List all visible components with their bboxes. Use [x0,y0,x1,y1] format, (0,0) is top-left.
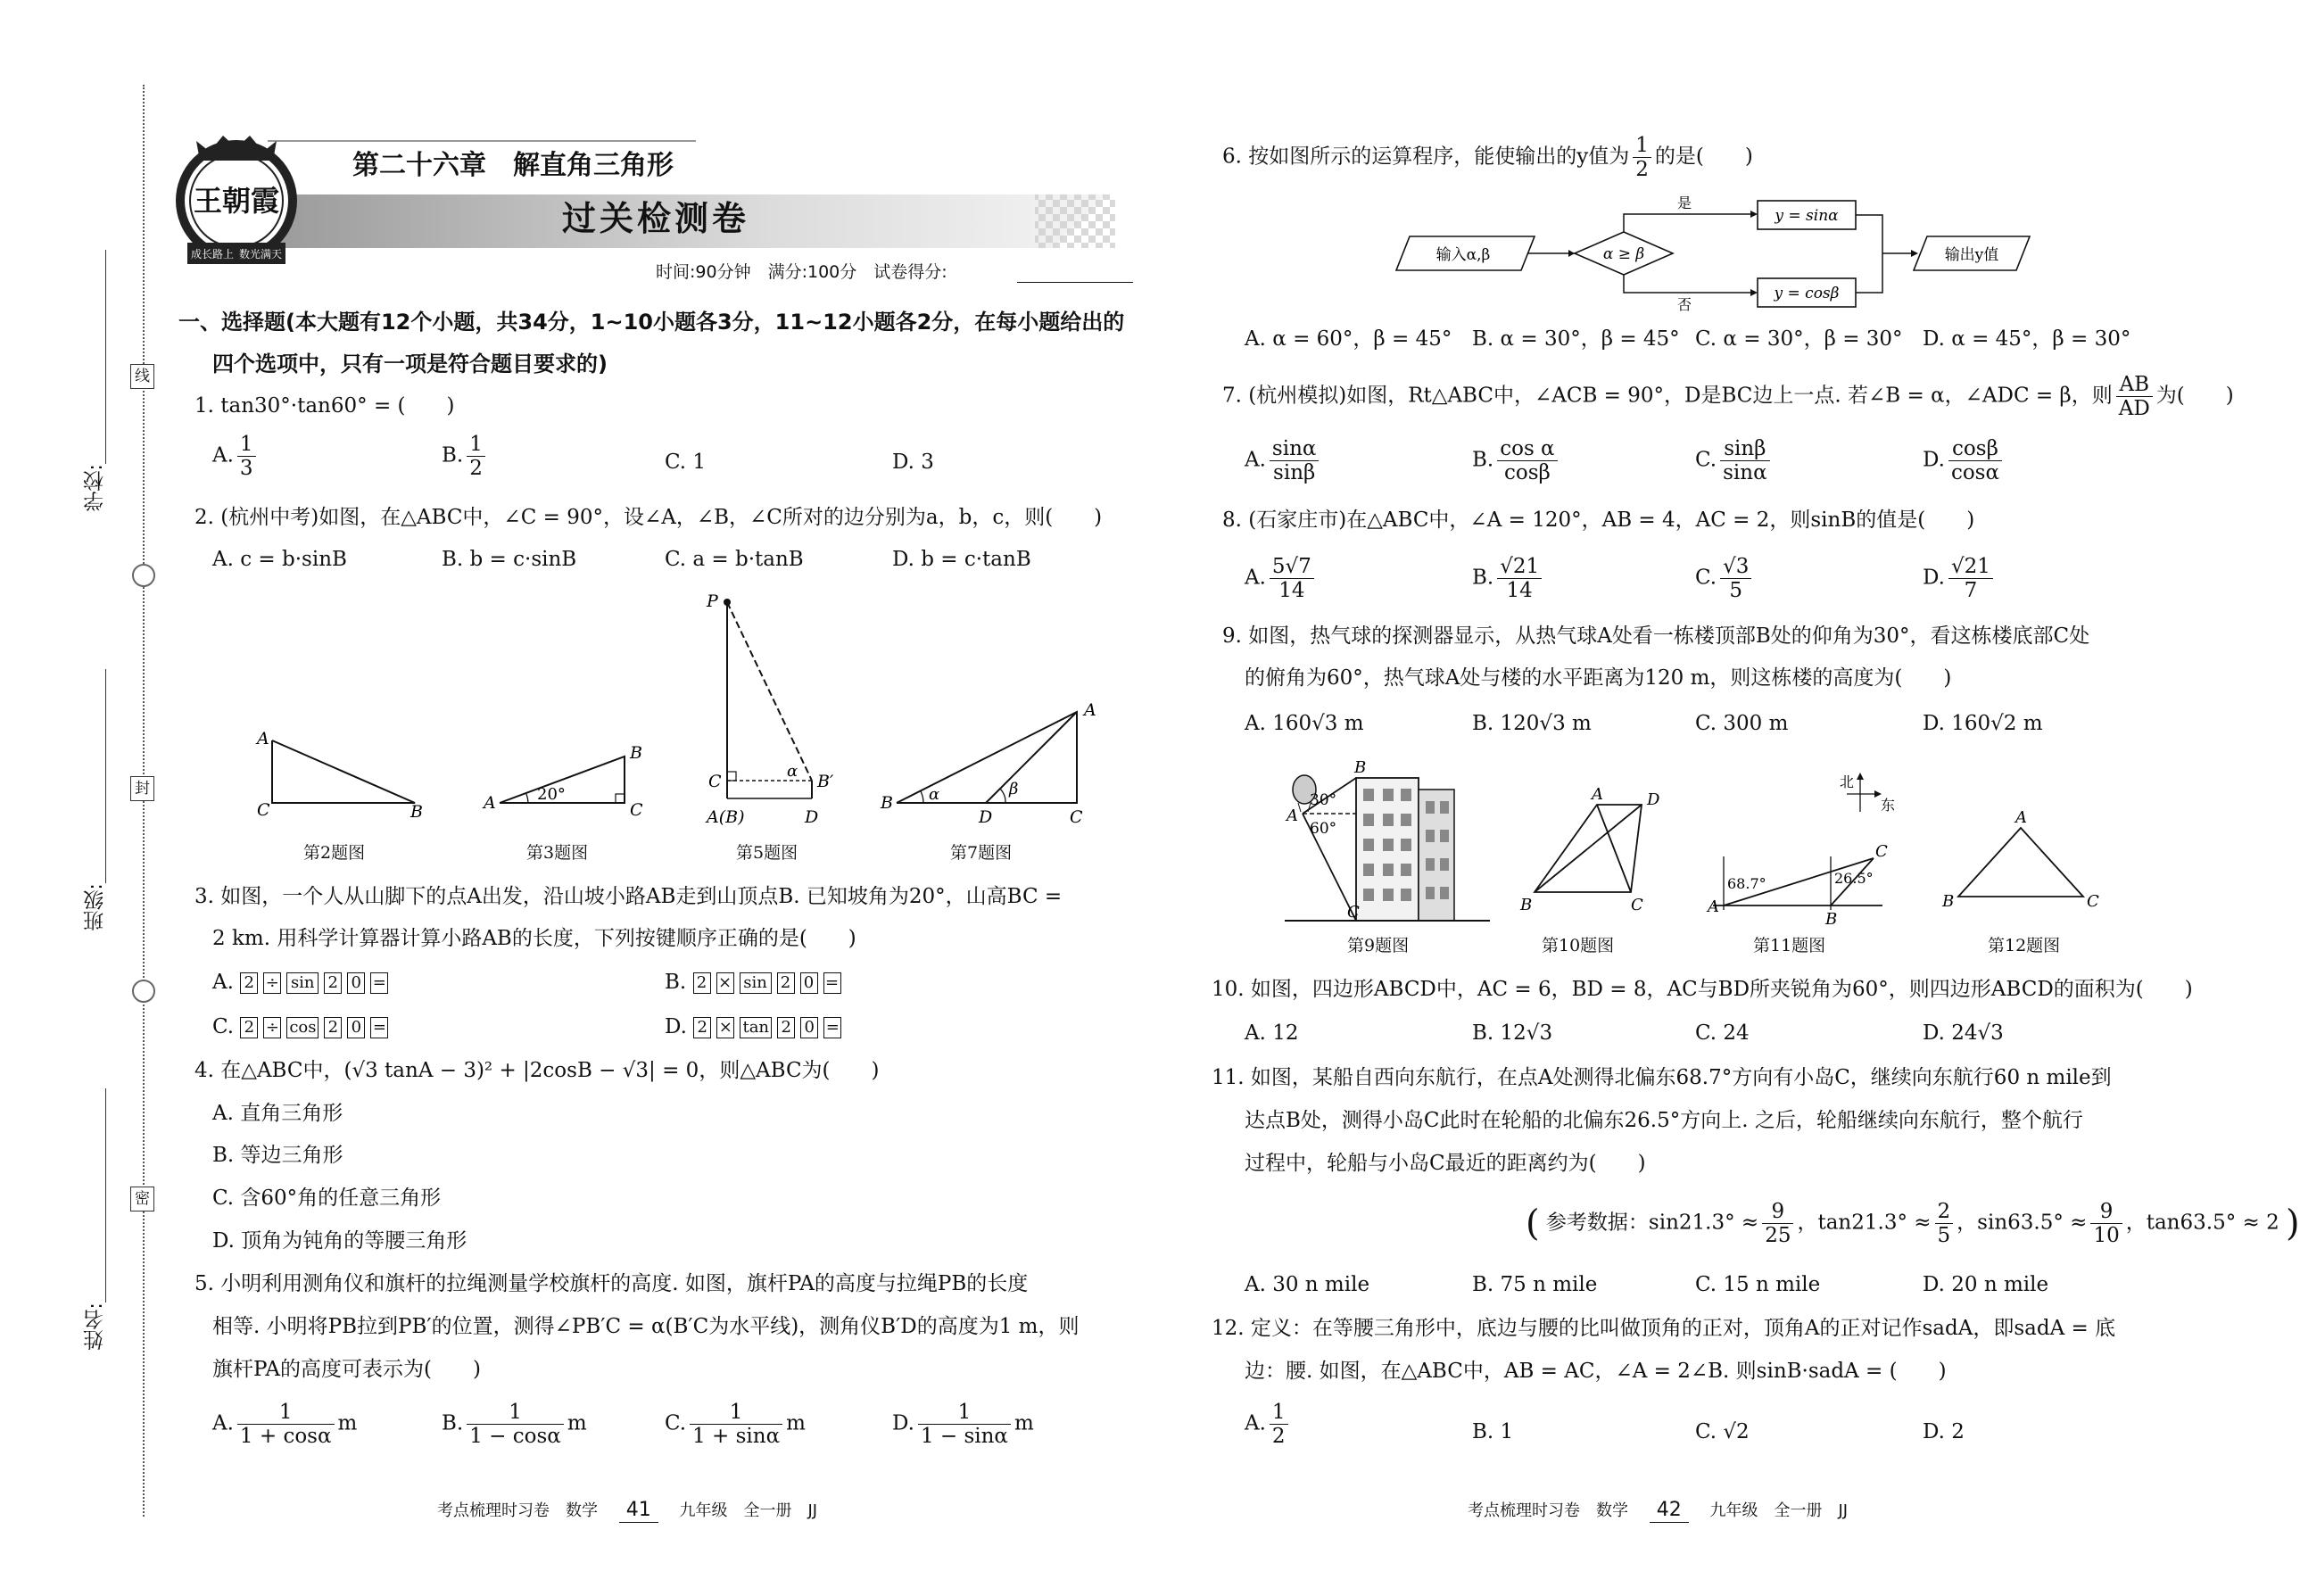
q4-stem: 4. 在△ABC中，(√3 tanA − 3)² + |2cosB − √3| = 0，则△ABC为( ) [194,1059,880,1082]
q7-option-c[interactable]: C. $\frac{\sin\beta}{\sin\alpha}$ [1695,437,1774,484]
logo-motto-1: 成长路上 [190,248,235,260]
fig11-label-c: C [1875,842,1888,861]
figure-q12-caption: 第12题图 [1988,936,2061,955]
fig11-north: 北 [1839,773,1854,790]
name-field-line [105,1088,106,1302]
brand-logo [161,125,312,277]
q5-option-c[interactable]: C. $\frac{1}{1 + \sin\alpha}$ m [665,1401,806,1448]
figure-q7 [879,696,1106,825]
figure-q7-caption: 第7题图 [950,843,1013,863]
q3-stem-line-2: 2 km. 用科学计算器计算小路AB的长度，下列按键顺序正确的是( ) [212,927,856,950]
q10-option-c[interactable]: C. 24 [1695,1021,1750,1045]
q8-stem: 8. (石家庄市)在△ABC中，∠A = 120°，AB = 4，AC = 2，则sinB的值是( ) [1222,509,1975,532]
flow-input: 输入α,β [1435,246,1491,264]
q6-option-d[interactable]: D. α = 45°，β = 30° [1923,327,2131,351]
q11-stem-line-3: 过程中，轮船与小岛C最近的距离约为( ) [1245,1152,1646,1175]
school-label: 学校: [84,464,107,512]
q3-option-a[interactable]: A. 2 ÷ sin 2 0 = [212,969,393,996]
fig10-label-b: B [1520,896,1533,914]
flowchart-q6 [1392,192,2034,312]
q12-option-a[interactable]: A. $\frac{1}{2}$ [1245,1401,1292,1448]
fig10-label-c: C [1631,896,1643,914]
fig3-label-b: B [630,743,642,763]
q5-stem-line-1: 5. 小明利用测角仪和旗杆的拉绳测量学校旗杆的高度. 如图，旗杆PA的高度与拉绳PB的长度 [194,1272,1029,1295]
q6-stem: 6. 按如图所示的运算程序，能使输出的y值为 $\frac{1}{2}$ 的是( ) [1222,134,1753,181]
page-number-left: 41 [619,1499,658,1523]
flow-yes: 是 [1677,194,1692,211]
fig11-east: 东 [1881,797,1896,814]
logo-name: 王朝霞 [193,184,280,218]
figure-q2-caption: 第2题图 [303,843,366,863]
q4-option-a[interactable]: A. 直角三角形 [212,1102,343,1125]
section-1-heading-line-1: 一、选择题(本大题有12个小题，共34分，1~10小题各3分，11~12小题各2分，在每小题给出的 [178,310,1125,335]
q8-option-d[interactable]: D. $\frac{√21}{7}$ [1923,555,1997,602]
q3-option-c[interactable]: C. 2 ÷ cos 2 0 = [212,1013,393,1040]
q6-option-c[interactable]: C. α = 30°，β = 30° [1695,327,1903,351]
figure-q3 [473,732,651,821]
q9-stem-line-1: 9. 如图，热气球的探测器显示，从热气球A处看一栋楼顶部B处的仰角为30°，看这栋楼底部C处 [1222,624,2090,648]
q10-option-a[interactable]: A. 12 [1245,1021,1299,1045]
fig5-label-d: D [805,807,819,827]
cut-label-feng: 封 [130,776,154,801]
flow-top-box: y = sinα [1775,207,1839,225]
fig12-label-c: C [2087,892,2099,911]
fig3-angle: 20° [537,785,566,804]
chapter-title: 第二十六章 解直角三角形 [352,150,674,181]
fig3-label-c: C [630,800,643,820]
figure-q3-caption: 第3题图 [526,843,589,863]
figure-q11 [1695,767,1896,929]
q12-option-b[interactable]: B. 1 [1472,1420,1514,1443]
fig5-label-b-prime: B′ [817,772,834,791]
fig9-label-a: A [1287,806,1298,825]
q10-stem: 10. 如图，四边形ABCD中，AC = 6，BD = 8，AC与BD所夹锐角为60°，则四边形ABCD的面积为( ) [1212,978,2193,1001]
fig7-label-b: B [881,793,893,813]
q9-option-b[interactable]: B. 120√3 m [1472,712,1592,735]
figure-q10 [1517,785,1677,919]
q2-option-d[interactable]: D. b = c·tanB [892,548,1031,571]
q11-option-c[interactable]: C. 15 n mile [1695,1273,1821,1296]
page-number-right: 42 [1650,1499,1689,1523]
q8-option-a[interactable]: A. $\frac{5√7}{14}$ [1245,555,1318,602]
q5-stem-line-2: 相等. 小明将PB拉到PB′的位置，测得∠PB′C = α(B′C为水平线)，测角仪B′D的高度为1 m，则 [212,1315,1080,1338]
q5-stem-line-3: 旗杆PA的高度可表示为( ) [212,1358,481,1381]
flow-condition: α ≥ β [1602,245,1645,263]
q2-option-b[interactable]: B. b = c·sinB [442,548,577,571]
fig7-label-c: C [1070,807,1083,827]
q11-stem-line-1: 11. 如图，某船自西向东航行，在点A处测得北偏东68.7°方向有小岛C，继续向东航行60 n mile到 [1212,1066,2112,1089]
q12-option-c[interactable]: C. √2 [1695,1420,1750,1443]
q1-stem: 1. tan30°·tan60° = ( ) [194,394,455,418]
q12-option-d[interactable]: D. 2 [1923,1420,1965,1443]
footer-left: 考点梳理时习卷 数学 41 九年级 全一册 JJ [437,1499,818,1521]
q11-option-a[interactable]: A. 30 n mile [1245,1273,1370,1296]
q4-option-c[interactable]: C. 含60°角的任意三角形 [212,1187,442,1210]
q6-option-a[interactable]: A. α = 60°，β = 45° [1245,327,1452,351]
q8-option-b[interactable]: B. $\frac{√21}{14}$ [1472,555,1545,602]
q9-option-d[interactable]: D. 160√2 m [1923,712,2043,735]
q12-stem-line-2: 边：腰. 如图，在△ABC中，AB = AC，∠A = 2∠B. 则sinB·sadA = ( ) [1245,1360,1947,1383]
q4-option-d[interactable]: D. 顶角为钝角的等腰三角形 [212,1229,467,1253]
q4-option-b[interactable]: B. 等边三角形 [212,1144,343,1167]
q2-option-a[interactable]: A. c = b·sinB [212,548,347,571]
name-label: 姓名: [84,1302,107,1351]
fig7-alpha: α [929,785,940,804]
q9-stem-line-2: 的俯角为60°，热气球A处与楼的水平距离为120 m，则这栋楼的高度为( ) [1245,666,1952,690]
footer-right: 考点梳理时习卷 数学 42 九年级 全一册 JJ [1468,1499,1849,1521]
q1-option-c[interactable]: C. 1 [665,451,707,474]
q9-option-a[interactable]: A. 160√3 m [1245,712,1364,735]
q11-option-b[interactable]: B. 75 n mile [1472,1273,1598,1296]
figure-q9-caption: 第9题图 [1347,936,1410,955]
fig7-beta: β [1009,780,1019,798]
q11-stem-line-2: 达点B处，测得小岛C此时在轮船的北偏东26.5°方向上. 之后，轮船继续向东航行，整个航行 [1245,1109,2083,1132]
fig9-label-b: B [1354,758,1367,777]
q5-option-d[interactable]: D. $\frac{1}{1 - \sin\alpha}$ m [892,1401,1034,1448]
cut-label-xian: 线 [130,364,154,389]
figure-q9 [1285,758,1490,928]
fig7-label-a: A [1084,700,1096,720]
score-field[interactable] [1017,282,1133,283]
fig5-label-p: P [707,591,718,611]
q6-option-b[interactable]: B. α = 30°，β = 45° [1472,327,1680,351]
fig10-label-a: A [1592,785,1603,804]
fig12-label-a: A [2015,808,2027,827]
fig9-label-c: C [1347,903,1360,922]
figure-q10-caption: 第10题图 [1542,936,1615,955]
q1-option-d[interactable]: D. 3 [892,451,934,474]
q1-option-b[interactable]: B. $\frac{1}{2}$ [442,433,489,480]
school-field-line [105,250,106,464]
q7-option-b[interactable]: B. $\frac{\text{cos α}}{\cos\beta}$ [1472,437,1561,484]
logo-motto-2: 数光满天 [238,248,283,260]
fig11-angle-b: 26.5° [1834,870,1874,887]
class-field-line [105,669,106,883]
q10-option-b[interactable]: B. 12√3 [1472,1021,1553,1045]
figure-q5 [687,589,856,830]
q3-option-d[interactable]: D. 2 × tan 2 0 = [665,1013,847,1040]
fig5-label-ab: A(B) [707,807,745,827]
q3-stem-line-1: 3. 如图，一个人从山脚下的点A出发，沿山坡小路AB走到山顶点B. 已知坡角为20°，山高BC = [194,885,1063,908]
fig10-label-d: D [1647,790,1660,809]
fig2-label-b: B [410,802,423,822]
cut-label-mi: 密 [130,1187,154,1211]
q2-stem: 2. (杭州中考)如图，在△ABC中，∠C = 90°，设∠A，∠B，∠C所对的边分别为a，b，c，则( ) [194,506,1103,529]
fig12-label-b: B [1942,892,1955,911]
fig11-angle-a: 68.7° [1727,875,1766,892]
fig5-label-c: C [708,772,722,791]
fig5-alpha: α [787,762,798,781]
q7-option-a[interactable]: A. $\frac{\sin\alpha}{\sin\beta}$ [1245,437,1322,484]
q5-option-b[interactable]: B. $\frac{1}{1 - \cos\alpha}$ m [442,1401,587,1448]
q11-reference-data: ( 参考数据：sin21.3° ≈ $\frac{9}{25}$ ，tan21.3° ≈ $\frac{2}{5}$ ，sin63.5° ≈ $\frac{9}{10}$ ，tan63.5° ≈ 2 ) [1526,1200,2300,1247]
fig9-angle-30: 30° [1310,791,1337,809]
page-title: 过关检测卷 [562,199,750,238]
flow-no: 否 [1677,296,1692,313]
q11-option-d[interactable]: D. 20 n mile [1923,1273,2049,1296]
q8-option-c[interactable]: C. $\frac{√3}{5}$ [1695,555,1755,602]
fig7-label-d: D [979,807,993,827]
figure-q5-caption: 第5题图 [736,843,798,863]
fig11-label-b: B [1825,910,1838,929]
class-label: 班级: [84,883,107,931]
flow-output: 输出y值 [1944,246,1999,264]
q10-option-d[interactable]: D. 24√3 [1923,1021,2004,1045]
q7-stem: 7. (杭州模拟)如图，Rt△ABC中，∠ACB = 90°，D是BC边上一点. 若∠B = α，∠ADC = β，则 $\frac{AB}{AD}$ 为( ) [1222,373,2234,420]
q5-option-a[interactable]: A. $\frac{1}{1 + \cos\alpha}$ m [212,1401,358,1448]
q1-option-a[interactable]: A. $\frac{1}{3}$ [212,433,260,480]
hole-icon [132,980,155,1003]
exam-meta: 时间:90分钟 满分:100分 试卷得分: [656,262,947,282]
figure-q12 [1932,803,2110,919]
hole-icon [132,564,155,587]
flow-bottom-box: y = cosβ [1774,285,1840,302]
q12-stem-line-1: 12. 定义：在等腰三角形中，底边与腰的比叫做顶角的正对，顶角A的正对记作sadA，即sadA = 底 [1212,1317,2116,1340]
q9-option-c[interactable]: C. 300 m [1695,712,1789,735]
section-1-heading-line-2: 四个选项中，只有一项是符合题目要求的) [212,351,608,376]
q3-option-b[interactable]: B. 2 × sin 2 0 = [665,969,847,996]
q7-option-d[interactable]: D. $\frac{\cos\beta}{\cos\alpha}$ [1923,437,2006,484]
q2-option-c[interactable]: C. a = b·tanB [665,548,804,571]
fig2-label-a: A [257,729,269,748]
fig9-angle-60: 60° [1310,820,1337,838]
fig2-label-c: C [257,800,270,820]
figure-q11-caption: 第11题图 [1753,936,1826,955]
fig11-label-a: A [1708,897,1719,916]
fig3-label-a: A [484,793,496,813]
figure-q2 [241,723,428,821]
